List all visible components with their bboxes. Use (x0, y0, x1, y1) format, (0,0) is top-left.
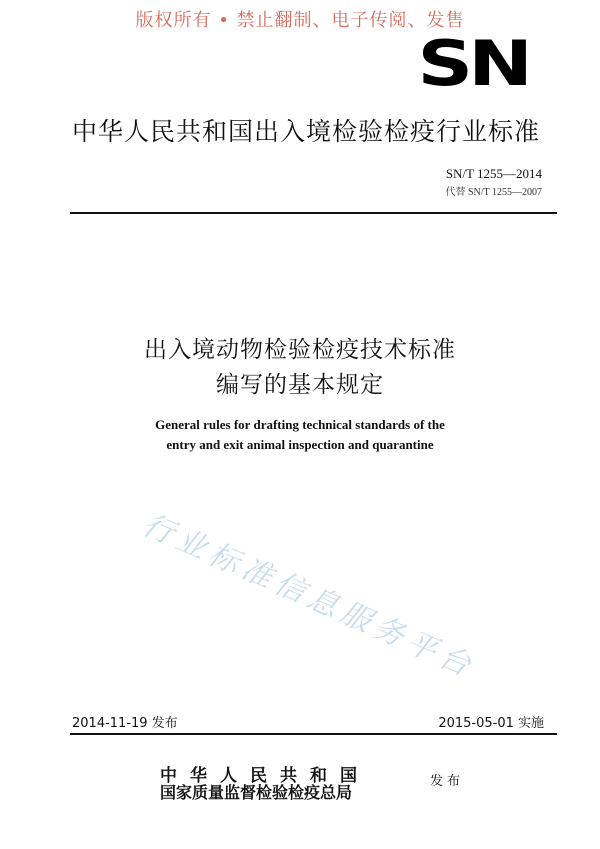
issuer-line1: 中华人民共和国 (160, 766, 370, 786)
top-divider (70, 212, 557, 214)
issuer-line2: 国家质量监督检验检疫总局 (160, 783, 353, 802)
title-en-line1: General rules for drafting technical standards of the (155, 417, 445, 432)
implementation-date: 2015-05-01 实施 (438, 716, 544, 731)
replaces-standard: 代替 SN/T 1255—2007 (445, 187, 542, 198)
bottom-divider (70, 733, 557, 735)
watermark: 行业标准信息服务平台 (137, 507, 481, 686)
title-en-line2: entry and exit animal inspection and quarantine (166, 437, 434, 452)
sn-logo: SN (417, 27, 528, 100)
issue-date: 2014-11-19 发布 (72, 716, 178, 731)
title-cn-line1: 出入境动物检验检疫技术标准 (144, 337, 456, 363)
issue-label: 发布 (430, 774, 465, 789)
standard-number: SN/T 1255—2014 (445, 166, 542, 181)
title-cn-line2: 编写的基本规定 (216, 372, 384, 398)
copyright-notice: 版权所有 • 禁止翻制、电子传阅、发售 (135, 10, 465, 31)
industry-standard-title: 中华人民共和国出入境检验检疫行业标准 (72, 117, 541, 146)
